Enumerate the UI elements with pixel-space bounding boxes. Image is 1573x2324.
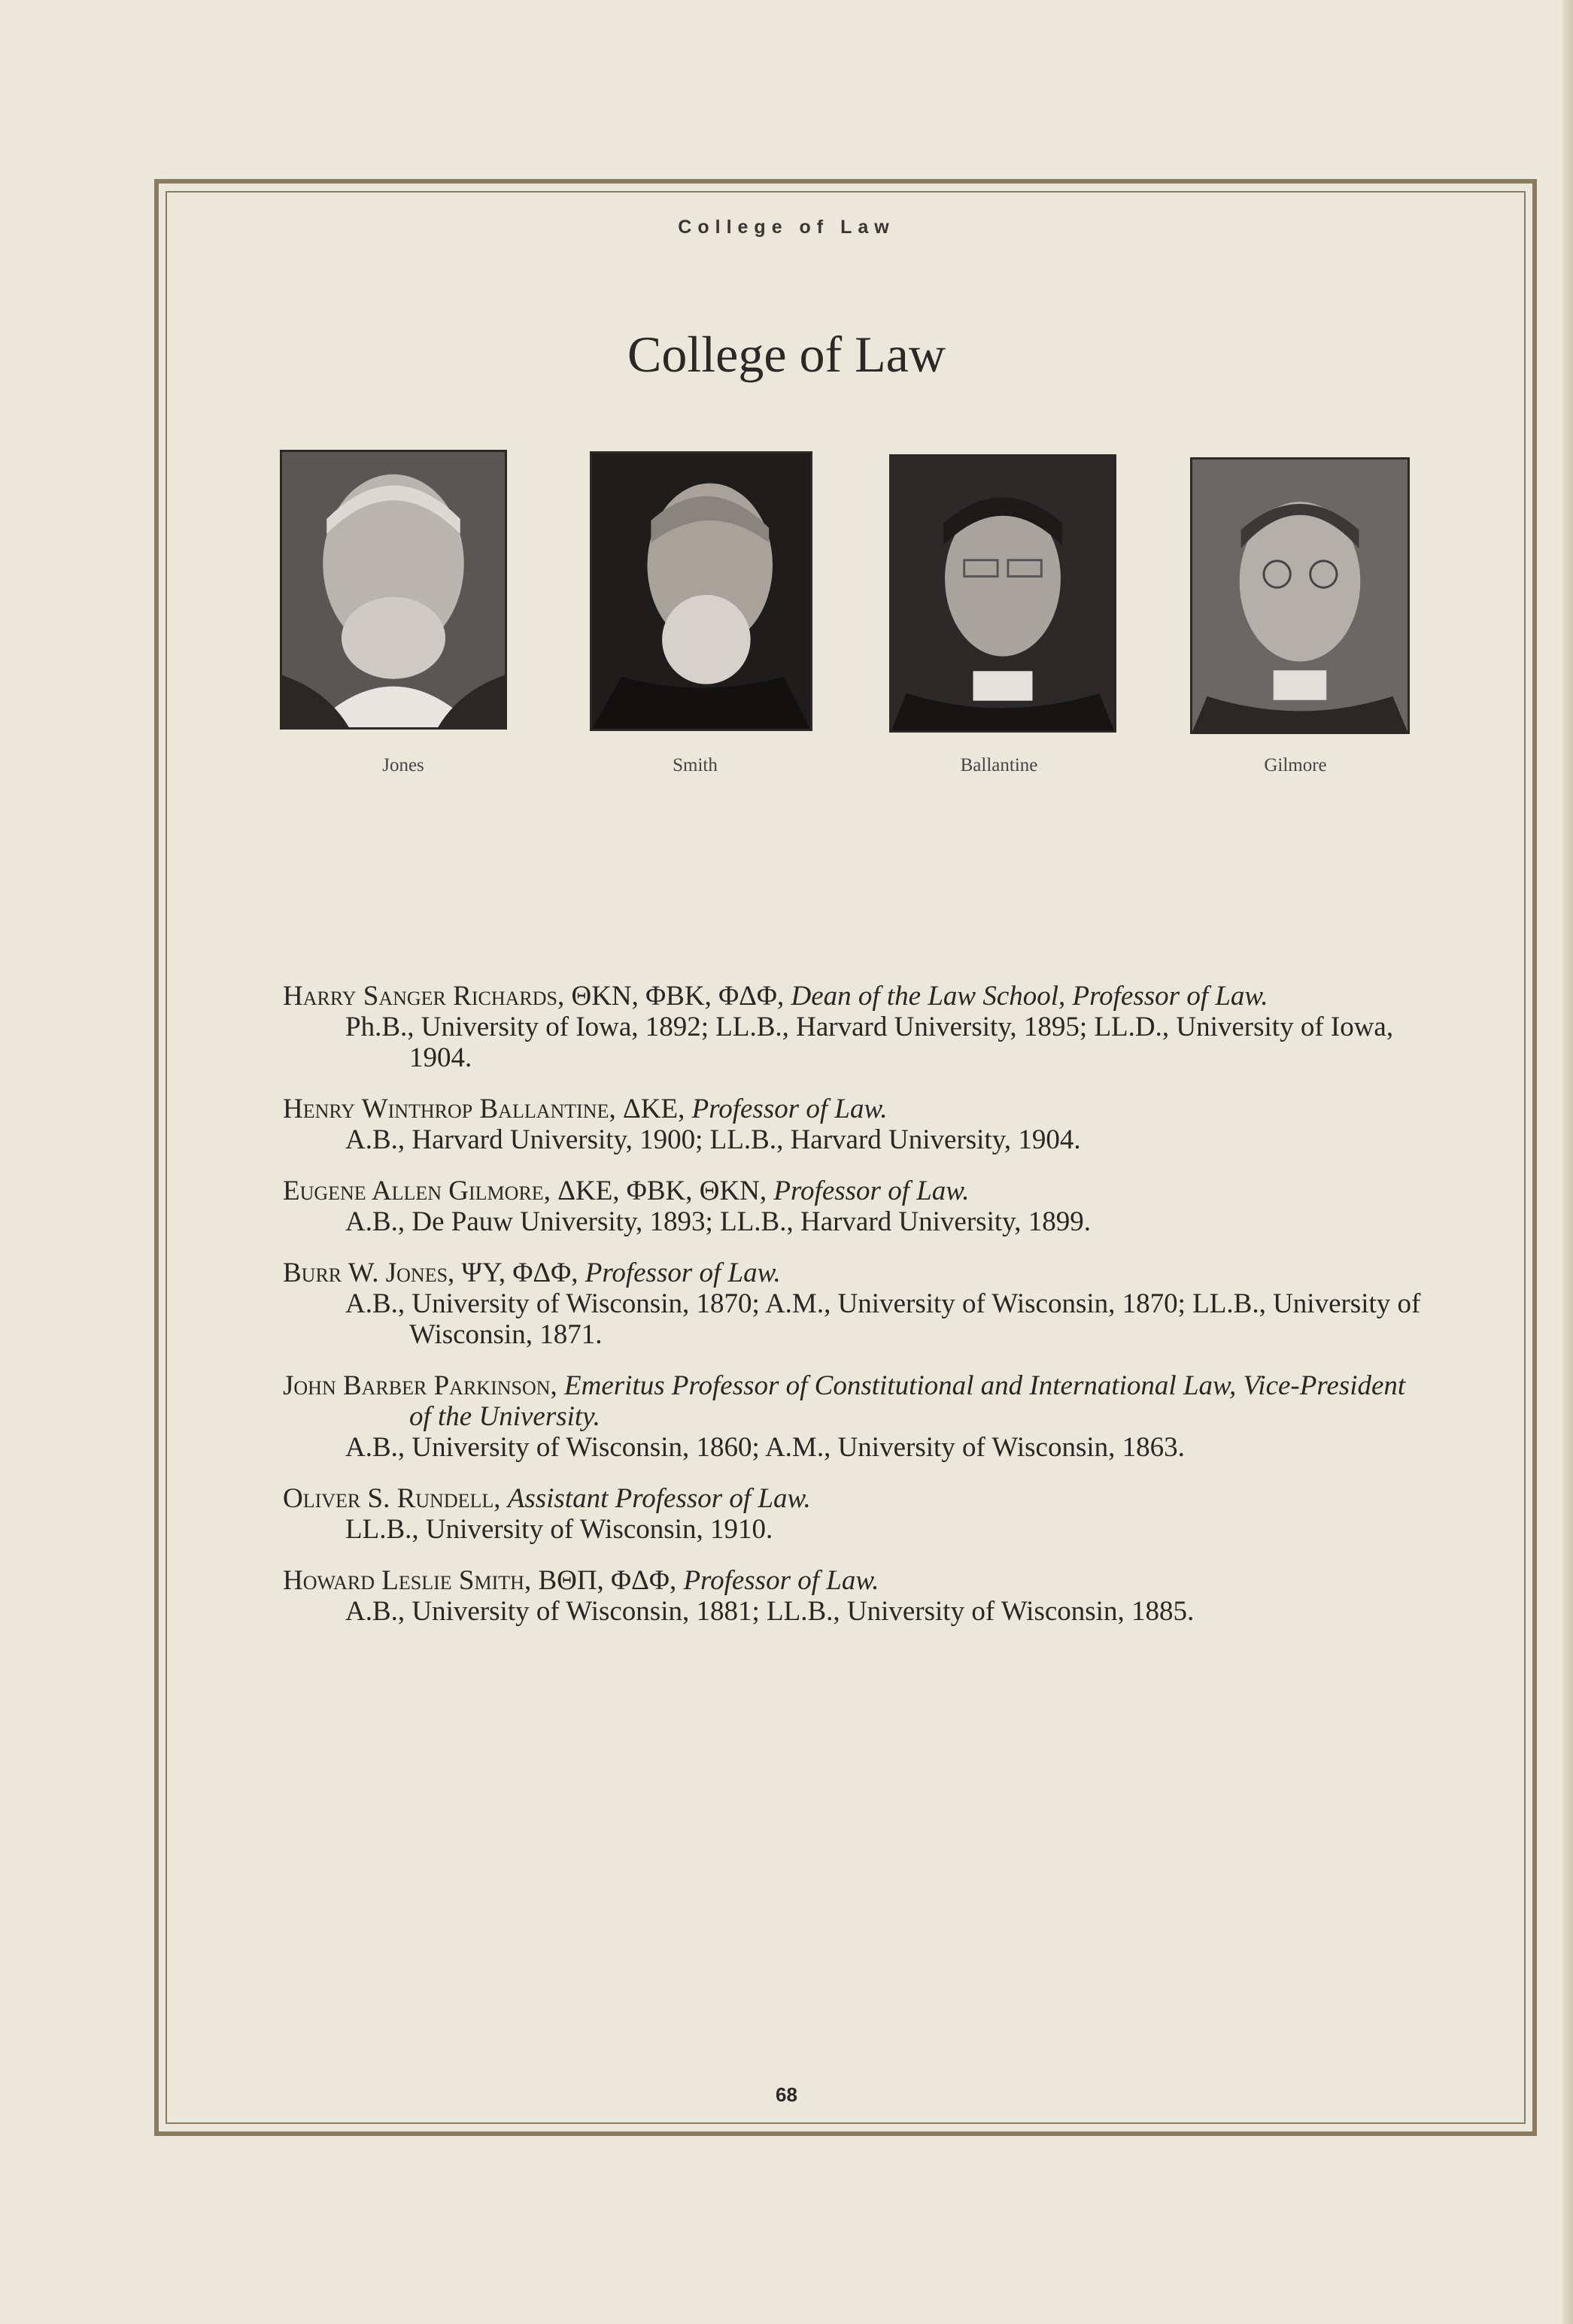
faculty-degrees: A.B., University of Wisconsin, 1870; A.M., University of Wisconsin, 1870; LL.B., University of Wisconsin, 1871. <box>345 1288 1421 1350</box>
entry-heading <box>283 1370 1426 1432</box>
portrait-caption-smith: Smith <box>673 755 718 775</box>
faculty-degrees: A.B., University of Wisconsin, 1881; LL.B., University of Wisconsin, 1885. <box>345 1596 1195 1627</box>
page-number: 68 <box>776 2083 797 2106</box>
entry-heading <box>283 1483 1426 1514</box>
portrait-caption-jones: Jones <box>382 755 424 775</box>
faculty-entry <box>283 1370 1426 1463</box>
faculty-title: Assistant Professor of Law. <box>507 1483 811 1514</box>
faculty-title: Professor of Law. <box>691 1094 888 1124</box>
entry-heading: Henry Winthrop Ballantine, ΔKE, Professor of Law. <box>283 1094 888 1124</box>
society-letters: BΘΠ, ΦΔΦ, <box>538 1565 677 1596</box>
faculty-name: John Barber Parkinson, <box>283 1370 557 1401</box>
portrait-photo-icon <box>891 457 1114 730</box>
portrait-photo-icon <box>282 452 505 727</box>
society-letters: ΔKE, <box>622 1094 685 1124</box>
faculty-title: Dean of the Law School, Professor of Law. <box>791 981 1268 1012</box>
faculty-entry <box>283 981 1426 1073</box>
entry-heading: Howard Leslie Smith, BΘΠ, ΦΔΦ, Professor of Law. <box>283 1565 879 1596</box>
faculty-degrees: LL.B., University of Wisconsin, 1910. <box>345 1514 773 1545</box>
faculty-entry <box>283 1483 1426 1545</box>
faculty-list <box>283 981 1426 1647</box>
society-letters: ΨΥ, ΦΔΦ, <box>461 1258 578 1288</box>
faculty-name: Oliver S. Rundell, <box>283 1483 501 1514</box>
faculty-entry <box>283 1565 1426 1627</box>
portrait-ballantine <box>889 454 1116 733</box>
faculty-name: Howard Leslie Smith <box>283 1565 524 1596</box>
faculty-entry <box>283 1094 1426 1155</box>
portrait-photo-icon <box>592 454 810 729</box>
faculty-name: Henry Winthrop Ballantine <box>283 1094 609 1124</box>
faculty-degrees: A.B., Harvard University, 1900; LL.B., Harvard University, 1904. <box>345 1124 1081 1155</box>
faculty-degrees: Ph.B., University of Iowa, 1892; LL.B., Harvard University, 1895; LL.D., University of Iowa, 1904. <box>345 1012 1394 1073</box>
society-letters: ΘKN, ΦBK, ΦΔΦ, <box>571 981 785 1012</box>
faculty-degrees: A.B., University of Wisconsin, 1860; A.M., University of Wisconsin, 1863. <box>345 1432 1185 1463</box>
entry-heading: Eugene Allen Gilmore, ΔKE, ΦBK, ΘKN, Professor of Law. <box>283 1176 970 1206</box>
faculty-title: Emeritus Professor of Constitutional and International Law, Vice-President of the University. <box>409 1370 1406 1432</box>
society-letters: ΔKE, ΦBK, ΘKN, <box>557 1176 767 1206</box>
portrait-photo-icon <box>1192 460 1408 732</box>
portrait-caption-ballantine: Ballantine <box>960 755 1038 775</box>
faculty-entry <box>283 1176 1426 1237</box>
portrait-smith <box>590 451 812 731</box>
running-head: College of Law <box>678 217 895 238</box>
faculty-entry <box>283 1258 1426 1350</box>
portrait-gilmore <box>1190 457 1410 734</box>
faculty-degrees: A.B., De Pauw University, 1893; LL.B., Harvard University, 1899. <box>345 1206 1091 1237</box>
page-title: College of Law <box>627 326 946 383</box>
portrait-caption-gilmore: Gilmore <box>1264 755 1327 775</box>
entry-heading: Harry Sanger Richards, ΘKN, ΦBK, ΦΔΦ, Dean of the Law School, Professor of Law. <box>283 981 1268 1012</box>
faculty-name: Burr W. Jones <box>283 1258 448 1288</box>
portrait-jones <box>280 450 507 730</box>
faculty-name: Eugene Allen Gilmore <box>283 1176 544 1206</box>
faculty-title: Professor of Law. <box>683 1565 879 1596</box>
entry-heading: Burr W. Jones, ΨΥ, ΦΔΦ, Professor of Law. <box>283 1258 781 1288</box>
faculty-title: Professor of Law. <box>585 1258 781 1288</box>
faculty-name: Harry Sanger Richards <box>283 981 557 1012</box>
faculty-title: Professor of Law. <box>773 1176 970 1206</box>
